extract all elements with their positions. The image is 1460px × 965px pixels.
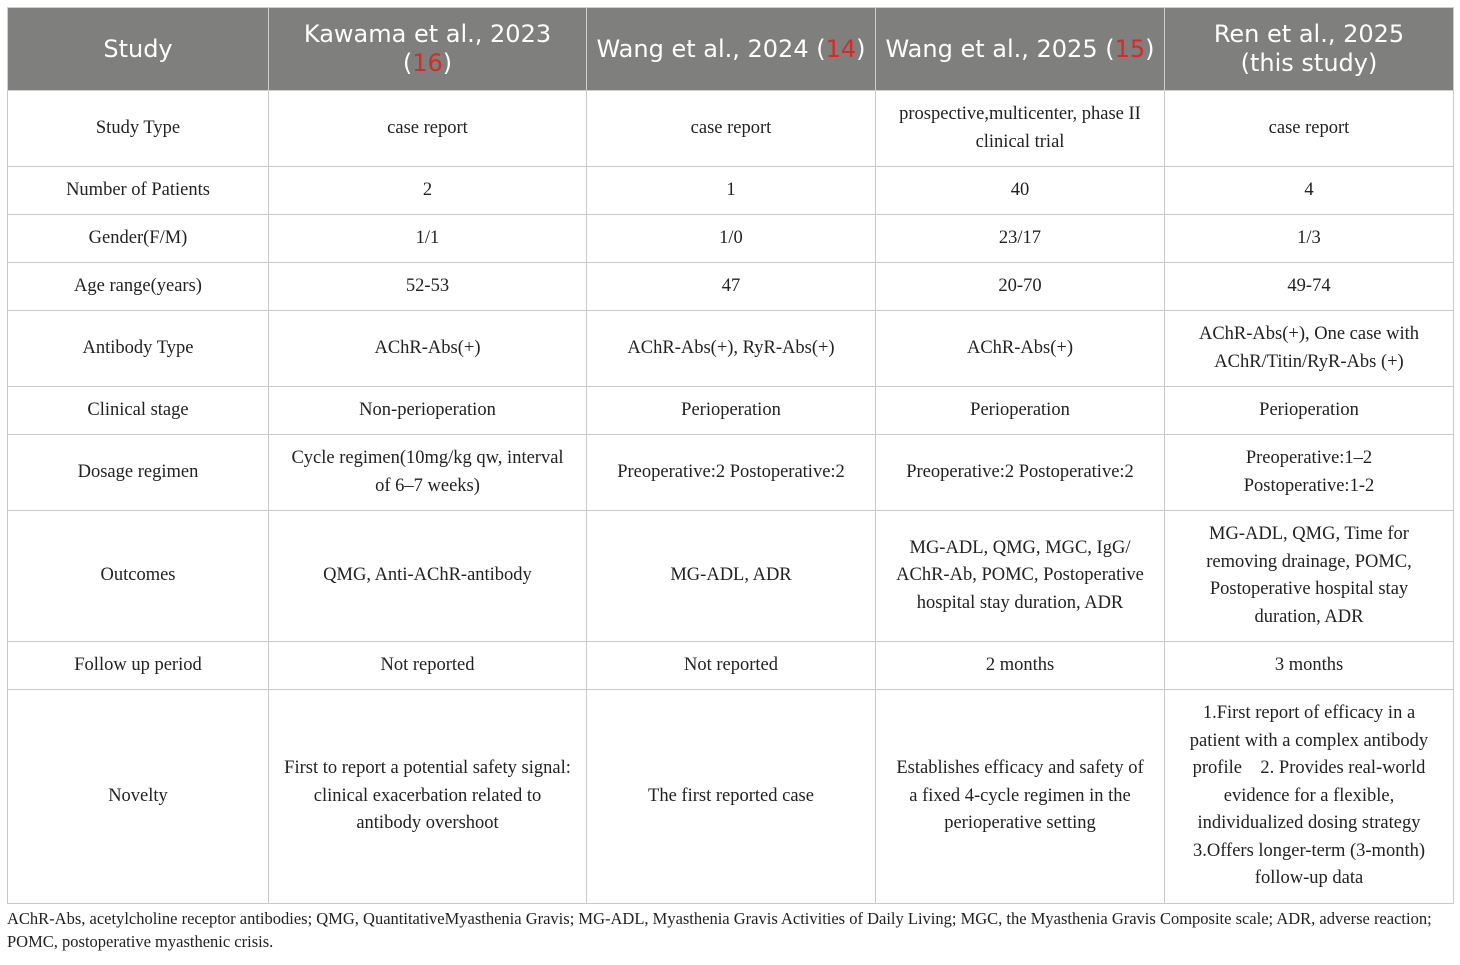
table-cell: 1/0: [587, 215, 876, 263]
table-cell: Establishes efficacy and safety of a fixed 4-cycle regimen in the perioperative setting: [876, 690, 1165, 904]
table-cell: MG-ADL, QMG, Time for removing drainage, POMC, Postoperative hospital stay duration, ADR: [1165, 511, 1454, 642]
row-label: Number of Patients: [8, 167, 269, 215]
row-follow-up-period: [8, 642, 1454, 690]
table-cell: AChR-Abs(+): [269, 311, 587, 387]
table-cell: 1.First report of efficacy in a patient with a complex antibody profile 2. Provides real-world evidence for a flexible, individualized dosing strategy 3.Offers longer-term (3-month) follow-up data: [1165, 690, 1454, 904]
row-novelty: [8, 690, 1454, 904]
comparison-table-container: [7, 7, 1453, 904]
table-cell: MG-ADL, QMG, MGC, IgG/ AChR-Ab, POMC, Postoperative hospital stay duration, ADR: [876, 511, 1165, 642]
table-cell: 4: [1165, 167, 1454, 215]
row-clinical-stage: [8, 387, 1454, 435]
table-cell: First to report a potential safety signal: clinical exacerbation related to antibody overshoot: [269, 690, 587, 904]
table-cell: Preoperative:2 Postoperative:2: [876, 435, 1165, 511]
reference-link[interactable]: 15: [1114, 34, 1146, 63]
table-cell: Preoperative:1–2 Postoperative:1-2: [1165, 435, 1454, 511]
row-outcomes: [8, 511, 1454, 642]
table-cell: Not reported: [269, 642, 587, 690]
table-cell: Perioperation: [1165, 387, 1454, 435]
row-label: Follow up period: [8, 642, 269, 690]
table-cell: prospective,multicenter, phase II clinical trial: [876, 91, 1165, 167]
row-label: Gender(F/M): [8, 215, 269, 263]
header-ren-2025: Ren et al., 2025 (this study): [1165, 8, 1454, 91]
comparison-table: [7, 7, 1454, 904]
row-label: Study Type: [8, 91, 269, 167]
row-label: Antibody Type: [8, 311, 269, 387]
table-cell: case report: [587, 91, 876, 167]
row-age-range: [8, 263, 1454, 311]
header-wang-2025: Wang et al., 2025 (15): [876, 8, 1165, 91]
header-wang-2024: Wang et al., 2024 (14): [587, 8, 876, 91]
table-cell: AChR-Abs(+), RyR-Abs(+): [587, 311, 876, 387]
table-cell: MG-ADL, ADR: [587, 511, 876, 642]
reference-link[interactable]: 14: [825, 34, 857, 63]
table-cell: case report: [269, 91, 587, 167]
table-cell: 23/17: [876, 215, 1165, 263]
table-cell: 1/1: [269, 215, 587, 263]
row-number-of-patients: [8, 167, 1454, 215]
row-label: Dosage regimen: [8, 435, 269, 511]
table-cell: 47: [587, 263, 876, 311]
table-cell: QMG, Anti-AChR-antibody: [269, 511, 587, 642]
table-cell: Not reported: [587, 642, 876, 690]
table-cell: 49-74: [1165, 263, 1454, 311]
table-cell: 2 months: [876, 642, 1165, 690]
row-study-type: [8, 91, 1454, 167]
table-cell: Cycle regimen(10mg/kg qw, interval of 6–7 weeks): [269, 435, 587, 511]
table-footnote: AChR-Abs, acetylcholine receptor antibodies; QMG, QuantitativeMyasthenia Gravis; MG-ADL, Myasthenia Gravis Activities of Daily Living; MGC, the Myasthenia Gravis Composite scale; ADR, adverse reaction; POMC, postoperative myasthenic crisis.: [7, 909, 1432, 951]
table-cell: 1/3: [1165, 215, 1454, 263]
header-row: [8, 8, 1454, 91]
table-cell: AChR-Abs(+): [876, 311, 1165, 387]
reference-link[interactable]: 16: [412, 49, 443, 77]
header-kawama-2023: Kawama et al., 2023 (16): [269, 8, 587, 91]
table-cell: Preoperative:2 Postoperative:2: [587, 435, 876, 511]
header-study: Study: [8, 8, 269, 91]
table-cell: 52-53: [269, 263, 587, 311]
table-cell: AChR-Abs(+), One case with AChR/Titin/RyR-Abs (+): [1165, 311, 1454, 387]
table-cell: Perioperation: [587, 387, 876, 435]
row-dosage-regimen: [8, 435, 1454, 511]
row-antibody-type: [8, 311, 1454, 387]
table-cell: 2: [269, 167, 587, 215]
table-cell: The first reported case: [587, 690, 876, 904]
row-label: Novelty: [8, 690, 269, 904]
table-cell: Non-perioperation: [269, 387, 587, 435]
row-label: Outcomes: [8, 511, 269, 642]
table-cell: Perioperation: [876, 387, 1165, 435]
table-cell: 1: [587, 167, 876, 215]
table-cell: 3 months: [1165, 642, 1454, 690]
table-cell: case report: [1165, 91, 1454, 167]
table-cell: 20-70: [876, 263, 1165, 311]
table-cell: 40: [876, 167, 1165, 215]
row-label: Age range(years): [8, 263, 269, 311]
row-gender: [8, 215, 1454, 263]
row-label: Clinical stage: [8, 387, 269, 435]
